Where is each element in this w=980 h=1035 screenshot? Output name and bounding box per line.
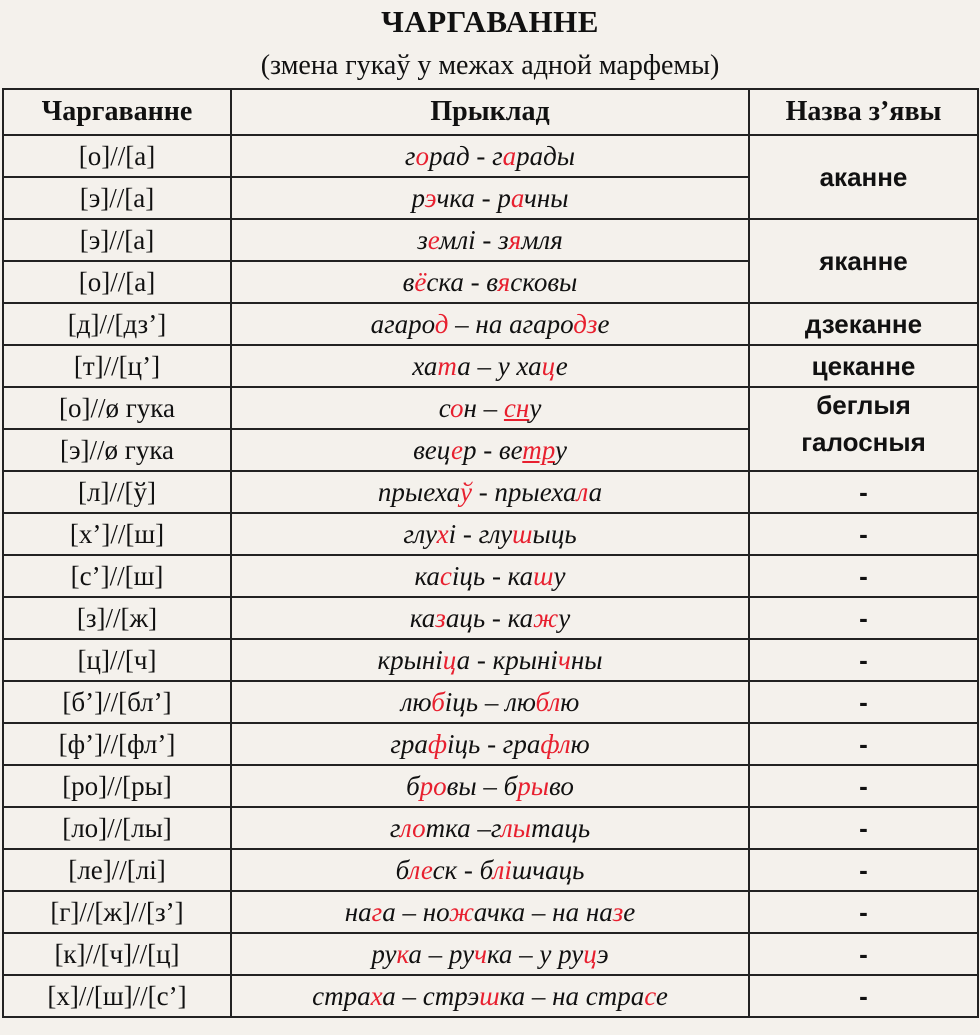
table-row [3, 303, 978, 345]
word-segment: ха [412, 350, 438, 381]
table-row [3, 975, 978, 1017]
word-segment: ю [560, 686, 580, 717]
table-row [3, 765, 978, 807]
word-segment: во [549, 770, 574, 801]
table-row [3, 807, 978, 849]
example-cell [231, 303, 749, 345]
alternation-cell: [г]//[ж]//[з’] [3, 891, 231, 933]
word-segment: млі - з [439, 224, 509, 255]
word-segment: лю [400, 686, 432, 717]
alternating-segment: е [450, 434, 463, 465]
word-segment: г [389, 812, 400, 843]
word-segment: - прыеха [471, 476, 577, 507]
phenomenon-none: - [749, 639, 978, 681]
alternating-segment: ш [512, 518, 533, 549]
alternating-segment: лы [501, 812, 532, 843]
example-cell [231, 891, 749, 933]
phenomenon-none: - [749, 975, 978, 1017]
phenomenon-none: - [749, 849, 978, 891]
alternating-segment: г [371, 896, 383, 927]
table-row [3, 345, 978, 387]
word-segment: у [553, 560, 566, 591]
phenomenon-tsekanne: цеканне [749, 345, 978, 387]
alternating-segment: ц [442, 644, 457, 675]
word-segment: ка – на стра [499, 980, 645, 1011]
word-segment: на [344, 896, 372, 927]
alternation-cell: [б’]//[бл’] [3, 681, 231, 723]
alternation-cell: [т]//[ц’] [3, 345, 231, 387]
word-segment: іць - ка [451, 560, 534, 591]
word-segment: ру [371, 938, 397, 969]
alternation-cell: [о]//ø гука [3, 387, 231, 429]
alternation-cell: [ро]//[ры] [3, 765, 231, 807]
word-segment: сковы [510, 266, 578, 297]
example-cell [231, 471, 749, 513]
table-row [3, 891, 978, 933]
alternating-segment: е [427, 224, 440, 255]
word-segment: рад - г [428, 140, 503, 171]
phenomenon-fleeting-vowels [749, 387, 978, 471]
alternation-cell: [з]//[ж] [3, 597, 231, 639]
word-segment: – на агаро [448, 308, 574, 339]
word-segment: а – ру [408, 938, 475, 969]
word-segment: у [558, 602, 571, 633]
alternating-segment: ло [400, 812, 426, 843]
word-segment: б [395, 854, 409, 885]
example-cell [231, 429, 749, 471]
alternating-segment: ц [583, 938, 597, 969]
header-name: Назва з’явы [749, 89, 978, 135]
phenomenon-none: - [749, 681, 978, 723]
alternating-segment: лі [492, 854, 512, 885]
example-cell [231, 345, 749, 387]
alternating-segment: ле [408, 854, 433, 885]
alternating-segment: ж [448, 896, 474, 927]
word-segment: вец [413, 434, 451, 465]
word-segment: е [623, 896, 636, 927]
alternation-cell: [э]//[а] [3, 219, 231, 261]
table-row [3, 849, 978, 891]
alternating-segment: ро [419, 770, 447, 801]
alternating-segment: с [644, 980, 656, 1011]
word-segment: е [597, 308, 610, 339]
example-cell [231, 807, 749, 849]
word-segment: іць - гра [447, 728, 541, 759]
word-segment: е [655, 980, 668, 1011]
alternating-segment: з [435, 602, 446, 633]
word-segment: і - глу [448, 518, 513, 549]
phenomenon-none: - [749, 807, 978, 849]
word-segment: р - ве [462, 434, 523, 465]
alternating-segment: тр [522, 434, 555, 465]
alternation-cell: [с’]//[ш] [3, 555, 231, 597]
alternation-cell: [о]//[а] [3, 135, 231, 177]
phenomenon-none: - [749, 471, 978, 513]
example-cell [231, 387, 749, 429]
alternating-segment: ж [533, 602, 559, 633]
phenomenon-none: - [749, 555, 978, 597]
alternation-cell: [д]//[дз’] [3, 303, 231, 345]
alternation-cell: [х’]//[ш] [3, 513, 231, 555]
example-cell [231, 723, 749, 765]
word-segment: ск - б [432, 854, 493, 885]
word-segment: аць - ка [445, 602, 534, 633]
table-row [3, 135, 978, 177]
phenomenon-none: - [749, 891, 978, 933]
alternating-segment: б [431, 686, 445, 717]
header-alternation: Чаргаванне [3, 89, 231, 135]
word-segment: у [529, 392, 542, 423]
word-segment: ны [570, 644, 603, 675]
alternating-segment: ў [459, 476, 472, 507]
word-segment: вы – б [446, 770, 518, 801]
example-cell [231, 681, 749, 723]
phenomenon-none: - [749, 765, 978, 807]
phenomenon-jakanne: яканне [749, 219, 978, 303]
alternating-segment: ё [414, 266, 427, 297]
alternation-cell: [э]//[а] [3, 177, 231, 219]
word-segment: а – у ха [457, 350, 542, 381]
page-title: ЧАРГАВАННЕ [381, 4, 599, 39]
word-segment: ка – у ру [486, 938, 584, 969]
table-row [3, 387, 978, 429]
table-body [3, 135, 978, 1017]
alternating-segment: э [424, 182, 437, 213]
word-segment: ска - в [426, 266, 498, 297]
word-segment: ю [570, 728, 590, 759]
alternating-segment: х [436, 518, 449, 549]
table-row [3, 639, 978, 681]
alternating-segment: я [497, 266, 511, 297]
alternation-cell: [э]//ø гука [3, 429, 231, 471]
word-segment: прыеха [377, 476, 460, 507]
word-segment: чка - р [436, 182, 511, 213]
example-cell [231, 975, 749, 1017]
word-segment: крыні [377, 644, 443, 675]
word-segment: н – [463, 392, 504, 423]
alternating-segment: с [439, 560, 452, 591]
word-segment: тка –г [425, 812, 501, 843]
header-example: Прыклад [231, 89, 749, 135]
table-header-row [3, 89, 978, 135]
alternating-segment: о [415, 140, 429, 171]
alternating-segment: ш [533, 560, 554, 591]
phenomenon-galosnyja: галосныя [801, 427, 926, 457]
alternating-segment: ч [474, 938, 487, 969]
alternating-segment: д [434, 308, 449, 339]
phenomenon-none: - [749, 933, 978, 975]
alternating-segment: л [576, 476, 589, 507]
alternating-segment: т [437, 350, 458, 381]
word-segment: е [555, 350, 568, 381]
alternation-table [2, 88, 979, 1018]
word-segment: шчаць [511, 854, 585, 885]
alternating-segment: бл [535, 686, 561, 717]
alternating-segment: я [508, 224, 522, 255]
word-segment: а – но [382, 896, 449, 927]
alternating-segment: фл [540, 728, 571, 759]
phenomenon-dzekanne: дзеканне [749, 303, 978, 345]
table-row [3, 597, 978, 639]
word-segment: таць [531, 812, 591, 843]
word-segment: б [406, 770, 420, 801]
word-segment: іць – лю [444, 686, 536, 717]
word-segment: чны [524, 182, 569, 213]
word-segment: а – стрэ [382, 980, 480, 1011]
alternating-segment: х [370, 980, 383, 1011]
table-row [3, 681, 978, 723]
example-cell [231, 555, 749, 597]
alternating-segment: ф [427, 728, 448, 759]
alternating-segment: о [450, 392, 464, 423]
example-cell [231, 261, 749, 303]
table-row [3, 723, 978, 765]
example-cell [231, 513, 749, 555]
word-segment: ачка – на на [473, 896, 613, 927]
word-segment: у [554, 434, 567, 465]
alternating-segment: ш [479, 980, 500, 1011]
word-segment: г [404, 140, 416, 171]
word-segment: рады [516, 140, 576, 171]
alternating-segment: сн [503, 392, 530, 423]
example-cell [231, 597, 749, 639]
example-cell [231, 849, 749, 891]
alternation-cell: [л]//[ў] [3, 471, 231, 513]
example-cell [231, 177, 749, 219]
alternation-cell: [о]//[а] [3, 261, 231, 303]
word-segment: гра [390, 728, 428, 759]
table-row [3, 555, 978, 597]
word-segment: а [588, 476, 603, 507]
phenomenon-akanne: аканне [749, 135, 978, 219]
word-segment: з [417, 224, 428, 255]
alternation-cell: [х]//[ш]//[с’] [3, 975, 231, 1017]
alternation-cell: [ле]//[лі] [3, 849, 231, 891]
word-segment: стра [312, 980, 371, 1011]
phenomenon-none: - [749, 597, 978, 639]
alternating-segment: ры [517, 770, 550, 801]
word-segment: ыць [532, 518, 577, 549]
table-row [3, 471, 978, 513]
alternation-cell: [к]//[ч]//[ц] [3, 933, 231, 975]
word-segment: в [402, 266, 415, 297]
alternation-cell: [ц]//[ч] [3, 639, 231, 681]
table-row [3, 933, 978, 975]
word-segment: э [596, 938, 609, 969]
page-subtitle: (змена гукаў у межах адной марфемы) [260, 50, 720, 81]
phenomenon-none: - [749, 723, 978, 765]
phenomenon-beglyja: беглыя [816, 390, 911, 420]
word-segment: глу [403, 518, 437, 549]
word-segment: ка [414, 560, 440, 591]
alternating-segment: дз [573, 308, 598, 339]
example-cell [231, 765, 749, 807]
alternating-segment: а [510, 182, 524, 213]
alternating-segment: ч [557, 644, 571, 675]
word-segment: мля [521, 224, 563, 255]
alternation-cell: [ф’]//[фл’] [3, 723, 231, 765]
alternating-segment: а [502, 140, 517, 171]
example-cell [231, 219, 749, 261]
phenomenon-none: - [749, 513, 978, 555]
table-row [3, 219, 978, 261]
word-segment: р [411, 182, 425, 213]
alternation-cell: [ло]//[лы] [3, 807, 231, 849]
word-segment: ка [409, 602, 436, 633]
example-cell [231, 639, 749, 681]
table-row [3, 513, 978, 555]
alternating-segment: з [612, 896, 624, 927]
word-segment: а - крыні [456, 644, 558, 675]
word-segment: агаро [370, 308, 435, 339]
example-cell [231, 933, 749, 975]
example-cell [231, 135, 749, 177]
alternating-segment: ц [541, 350, 556, 381]
alternating-segment: к [396, 938, 409, 969]
word-segment: с [438, 392, 451, 423]
